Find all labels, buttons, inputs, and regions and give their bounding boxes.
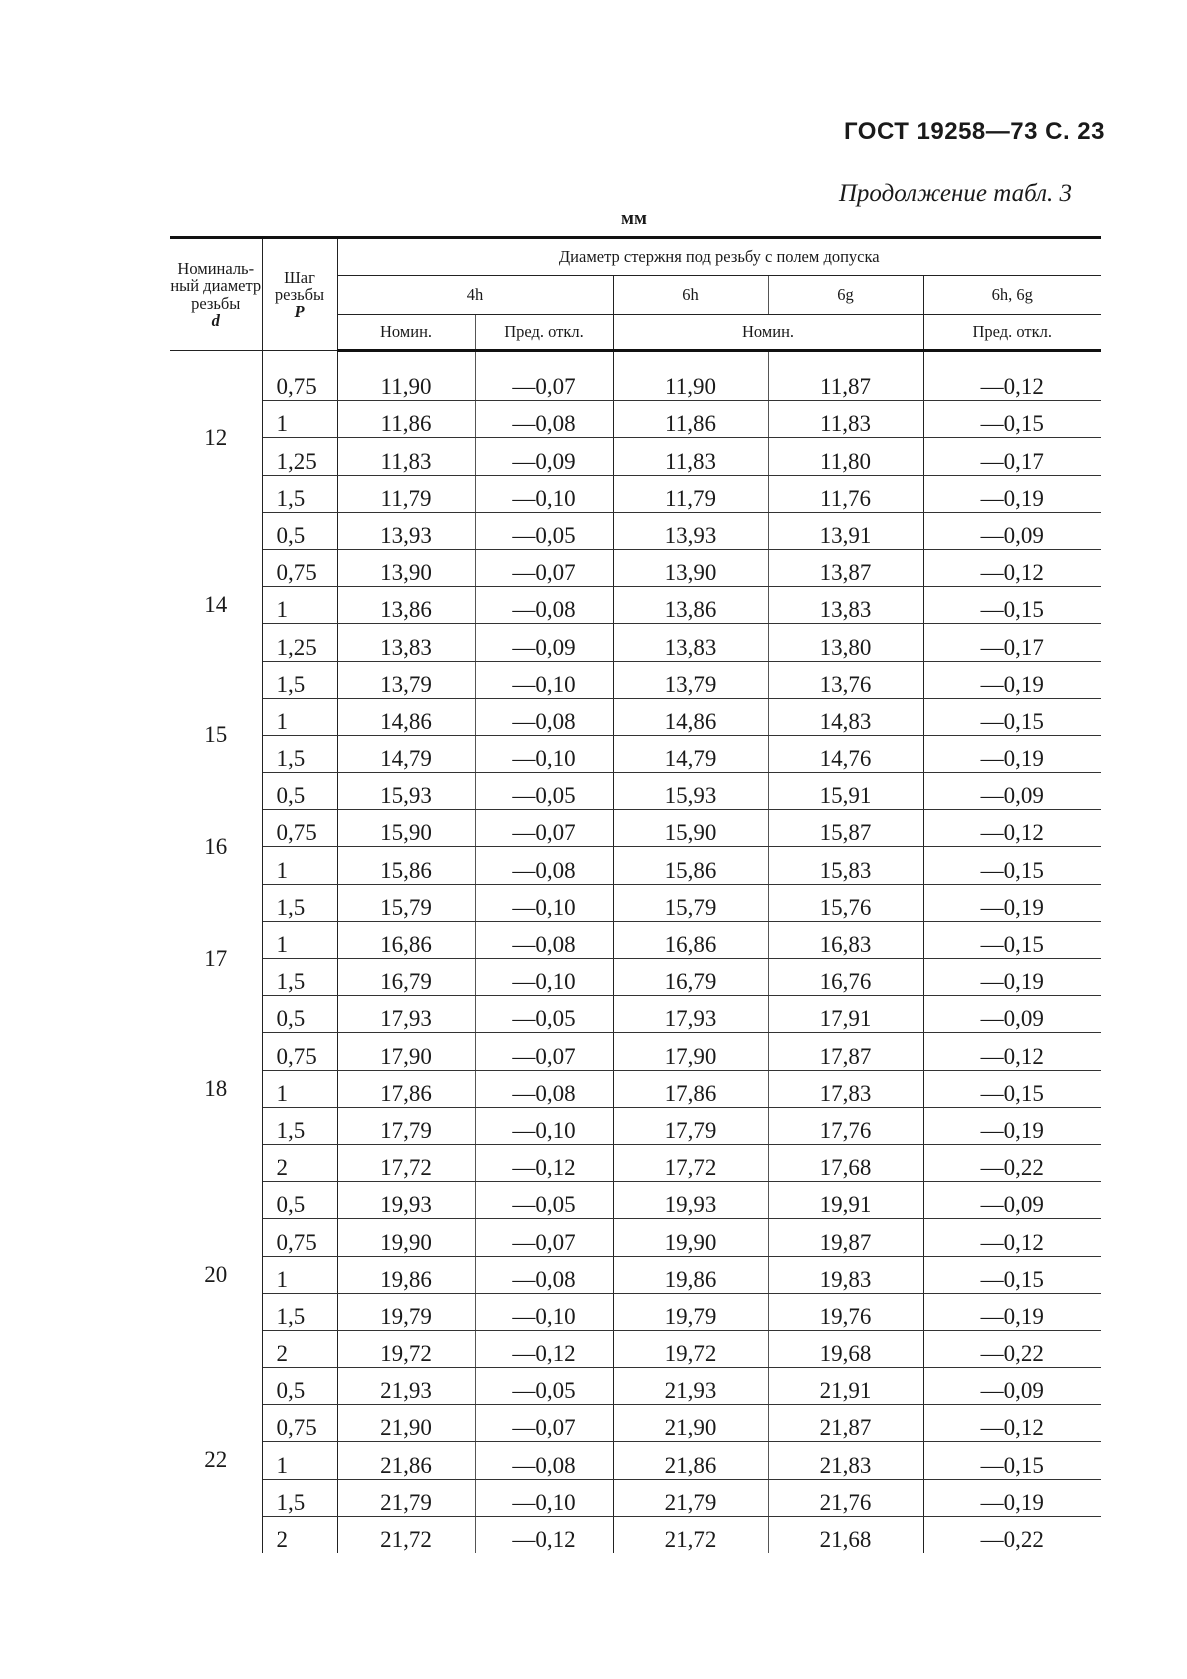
nom-6h-cell: 21,93 <box>613 1368 768 1405</box>
pitch-cell: 2 <box>262 1144 337 1181</box>
nom-6g-cell: 16,76 <box>768 959 923 996</box>
diameter-cell: 22 <box>170 1368 262 1553</box>
nom-6g-cell: 21,91 <box>768 1368 923 1405</box>
dev-6h6g-cell: —0,12 <box>923 364 1101 401</box>
pitch-cell: 0,5 <box>262 1368 337 1405</box>
nom-4h-cell: 16,86 <box>337 921 475 958</box>
nom-6g-cell: 15,76 <box>768 884 923 921</box>
nom-6h-cell: 21,79 <box>613 1479 768 1516</box>
pitch-cell: 1,25 <box>262 438 337 475</box>
nom-6g-cell: 19,87 <box>768 1219 923 1256</box>
dev-6h6g-cell: —0,12 <box>923 810 1101 847</box>
nom-6g-cell: 17,83 <box>768 1070 923 1107</box>
table-row <box>170 1107 1101 1144</box>
dev-6h6g-cell: —0,19 <box>923 1107 1101 1144</box>
dev-4h-cell: —0,08 <box>475 1442 613 1479</box>
diameter-cell: 16 <box>170 773 262 922</box>
dev-6h6g-cell: —0,19 <box>923 661 1101 698</box>
dev-4h-cell: —0,10 <box>475 661 613 698</box>
table-row <box>170 773 1101 810</box>
pitch-cell: 1 <box>262 1070 337 1107</box>
pitch-cell: 1 <box>262 587 337 624</box>
header-nominal-diameter <box>170 238 262 351</box>
table-row <box>170 735 1101 772</box>
nom-4h-cell: 16,79 <box>337 959 475 996</box>
dev-6h6g-cell: —0,15 <box>923 698 1101 735</box>
dev-6h6g-cell: —0,12 <box>923 1033 1101 1070</box>
table-row <box>170 1033 1101 1070</box>
dev-4h-cell: —0,07 <box>475 364 613 401</box>
diameter-cell: 17 <box>170 921 262 995</box>
dev-6h6g-cell: —0,19 <box>923 1479 1101 1516</box>
table-row <box>170 1330 1101 1367</box>
table-row <box>170 624 1101 661</box>
header-nom-6h-6g: Номин. <box>613 315 923 351</box>
nom-6h-cell: 16,86 <box>613 921 768 958</box>
table-row <box>170 1516 1101 1553</box>
diameter-cell: 15 <box>170 698 262 772</box>
dev-6h6g-cell: —0,15 <box>923 847 1101 884</box>
table-body <box>170 351 1101 1554</box>
nom-4h-cell: 17,90 <box>337 1033 475 1070</box>
nom-6g-cell: 11,76 <box>768 475 923 512</box>
dev-6h6g-cell: —0,19 <box>923 884 1101 921</box>
header-main: Диаметр стержня под резьбу с полем допуска <box>337 238 1101 276</box>
nom-4h-cell: 19,72 <box>337 1330 475 1367</box>
diameter-cell: 20 <box>170 1182 262 1368</box>
nom-6h-cell: 11,86 <box>613 401 768 438</box>
unit-label: мм <box>621 208 647 229</box>
dev-6h6g-cell: —0,15 <box>923 1256 1101 1293</box>
dev-6h6g-cell: —0,09 <box>923 512 1101 549</box>
nom-6g-cell: 16,83 <box>768 921 923 958</box>
nom-6h-cell: 17,93 <box>613 996 768 1033</box>
dev-6h6g-cell: —0,15 <box>923 1070 1101 1107</box>
dev-6h6g-cell: —0,15 <box>923 921 1101 958</box>
pitch-cell: 2 <box>262 1330 337 1367</box>
nom-4h-cell: 21,86 <box>337 1442 475 1479</box>
pitch-cell: 0,75 <box>262 1405 337 1442</box>
nom-4h-cell: 11,83 <box>337 438 475 475</box>
nom-6h-cell: 11,79 <box>613 475 768 512</box>
nom-6g-cell: 11,83 <box>768 401 923 438</box>
pitch-cell: 0,5 <box>262 1182 337 1219</box>
dev-6h6g-cell: —0,22 <box>980 1527 1044 1552</box>
nom-4h-cell: 11,90 <box>337 364 475 401</box>
nom-4h-cell: 14,79 <box>337 735 475 772</box>
nom-4h-cell: 13,86 <box>337 587 475 624</box>
pitch-cell: 1,5 <box>262 661 337 698</box>
dev-4h-cell: —0,12 <box>475 1144 613 1181</box>
dev-6h6g-cell: —0,22 <box>923 1330 1101 1367</box>
table-row <box>170 1368 1101 1405</box>
nom-6h-cell: 13,93 <box>613 512 768 549</box>
pitch-cell: 1,5 <box>262 959 337 996</box>
table-row <box>170 438 1101 475</box>
nom-4h-cell: 17,79 <box>337 1107 475 1144</box>
pitch-cell: 1 <box>262 1442 337 1479</box>
table-row <box>170 698 1101 735</box>
nom-6h-cell: 19,79 <box>613 1293 768 1330</box>
standard-header: ГОСТ 19258—73 С. 23 <box>844 118 1105 145</box>
nom-6g-cell: 14,76 <box>768 735 923 772</box>
nom-6g-cell: 19,91 <box>768 1182 923 1219</box>
header-dev-4h: Пред. откл. <box>475 315 613 351</box>
pitch-cell: 1,5 <box>262 735 337 772</box>
table-row <box>170 810 1101 847</box>
nom-4h-cell: 17,86 <box>337 1070 475 1107</box>
table-row <box>170 884 1101 921</box>
pitch-cell: 0,5 <box>262 512 337 549</box>
table-row <box>170 1293 1101 1330</box>
nom-4h-cell: 14,86 <box>337 698 475 735</box>
dev-4h-cell: —0,08 <box>475 847 613 884</box>
table-row <box>170 661 1101 698</box>
dev-4h-cell: —0,10 <box>475 1107 613 1144</box>
nom-6h-cell: 19,90 <box>613 1219 768 1256</box>
nom-4h-cell: 19,86 <box>337 1256 475 1293</box>
table-row <box>170 847 1101 884</box>
dev-6h6g-cell: —0,15 <box>923 587 1101 624</box>
dev-6h6g-cell: —0,19 <box>923 1293 1101 1330</box>
nom-6g-cell: 17,76 <box>768 1107 923 1144</box>
dev-6h6g-cell: —0,12 <box>923 549 1101 586</box>
header-dev-6h6g: Пред. откл. <box>923 315 1101 351</box>
dev-4h-cell: —0,09 <box>475 624 613 661</box>
continuation-caption: Продолжение табл. 3 <box>838 180 1072 207</box>
nom-6g-cell: 21,76 <box>768 1479 923 1516</box>
table-row <box>170 1442 1101 1479</box>
pitch-cell: 0,75 <box>262 549 337 586</box>
nom-6g-cell: 17,91 <box>768 996 923 1033</box>
table-row <box>170 1182 1101 1219</box>
nom-6g-cell: 11,87 <box>768 364 923 401</box>
nom-6g-cell: 15,91 <box>768 773 923 810</box>
dev-6h6g-cell: —0,19 <box>923 959 1101 996</box>
nom-4h-cell: 15,86 <box>337 847 475 884</box>
header-nom-4h: Номин. <box>337 315 475 351</box>
header-pitch <box>262 238 337 351</box>
nom-6g-cell: 13,91 <box>768 512 923 549</box>
dev-6h6g-cell: —0,09 <box>923 996 1101 1033</box>
nom-6h-cell: 19,93 <box>613 1182 768 1219</box>
nom-4h-cell: 21,72 <box>337 1516 475 1553</box>
nom-6g-cell: 14,83 <box>768 698 923 735</box>
pitch-cell: 1,5 <box>262 884 337 921</box>
dev-4h-cell: —0,10 <box>475 735 613 772</box>
nom-4h-cell: 21,93 <box>337 1368 475 1405</box>
header-nominal-diameter-symbol: d <box>211 310 220 330</box>
nom-6h-cell: 21,90 <box>613 1405 768 1442</box>
nom-6h-cell: 17,90 <box>613 1033 768 1070</box>
nom-6h-cell: 19,72 <box>613 1330 768 1367</box>
pitch-cell: 0,5 <box>262 773 337 810</box>
nom-4h-cell: 19,90 <box>337 1219 475 1256</box>
nom-4h-cell: 13,93 <box>337 512 475 549</box>
nom-6h-cell: 14,86 <box>613 698 768 735</box>
dev-4h-cell: —0,07 <box>475 1219 613 1256</box>
dev-6h6g-cell: —0,09 <box>923 1368 1101 1405</box>
thread-diameter-table <box>170 236 1101 1553</box>
table-row <box>170 1256 1101 1293</box>
dev-6h6g-cell: —0,19 <box>923 475 1101 512</box>
dev-6h6g-cell: —0,12 <box>923 1405 1101 1442</box>
nom-6g-cell: 13,80 <box>768 624 923 661</box>
pitch-cell: 2 <box>262 1516 337 1553</box>
nom-6h-cell: 13,86 <box>613 587 768 624</box>
header-tol-6g: 6g <box>768 276 923 315</box>
nom-6g-cell: 21,87 <box>768 1405 923 1442</box>
nom-6g-cell: 17,68 <box>768 1144 923 1181</box>
nom-6h-cell: 15,93 <box>613 773 768 810</box>
nom-4h-cell: 21,79 <box>337 1479 475 1516</box>
nom-6h-cell: 17,72 <box>613 1144 768 1181</box>
table-row <box>170 1070 1101 1107</box>
dev-4h-cell: —0,05 <box>475 1182 613 1219</box>
nom-6g-cell: 11,80 <box>768 438 923 475</box>
table-row <box>170 401 1101 438</box>
dev-4h-cell: —0,07 <box>475 1405 613 1442</box>
dev-6h6g-cell: —0,19 <box>923 735 1101 772</box>
pitch-cell: 0,5 <box>262 996 337 1033</box>
header-tol-6h6g: 6h, 6g <box>923 276 1101 315</box>
dev-4h-cell: —0,09 <box>475 438 613 475</box>
dev-4h-cell: —0,08 <box>475 1256 613 1293</box>
nom-6g-cell: 19,76 <box>768 1293 923 1330</box>
nom-6h-cell: 11,90 <box>613 364 768 401</box>
dev-4h-cell: —0,10 <box>475 1479 613 1516</box>
diameter-cell: 14 <box>170 512 262 698</box>
nom-6h-cell: 14,79 <box>613 735 768 772</box>
pitch-cell: 0,75 <box>262 364 337 401</box>
nom-6h-cell: 13,83 <box>613 624 768 661</box>
table-row <box>170 1405 1101 1442</box>
pitch-cell: 0,75 <box>262 1033 337 1070</box>
dev-6h6g-cell: —0,09 <box>923 1182 1101 1219</box>
table-row <box>170 587 1101 624</box>
nom-4h-cell: 15,79 <box>337 884 475 921</box>
pitch-cell: 1 <box>262 401 337 438</box>
nom-6g-cell: 17,87 <box>768 1033 923 1070</box>
nom-4h-cell: 19,79 <box>337 1293 475 1330</box>
dev-6h6g-cell: —0,22 <box>923 1144 1101 1181</box>
pitch-cell: 0,75 <box>262 810 337 847</box>
table-row <box>170 996 1101 1033</box>
nom-6g-cell: 19,83 <box>768 1256 923 1293</box>
dev-4h-cell: —0,07 <box>475 810 613 847</box>
dev-6h6g-cell: —0,15 <box>923 401 1101 438</box>
nom-6g-cell: 15,83 <box>768 847 923 884</box>
nom-6g-cell: 13,76 <box>768 661 923 698</box>
nom-6h-cell: 15,90 <box>613 810 768 847</box>
pitch-cell: 1 <box>262 847 337 884</box>
nom-4h-cell: 15,90 <box>337 810 475 847</box>
nom-6h-cell: 13,79 <box>613 661 768 698</box>
pitch-cell: 1,5 <box>262 1479 337 1516</box>
nom-6h-cell: 17,79 <box>613 1107 768 1144</box>
nom-6g-cell: 21,83 <box>768 1442 923 1479</box>
pitch-cell: 1,5 <box>262 1107 337 1144</box>
dev-4h-cell: —0,10 <box>475 959 613 996</box>
dev-4h-cell: —0,08 <box>475 1070 613 1107</box>
pitch-cell: 1 <box>262 921 337 958</box>
nom-6h-cell: 17,86 <box>613 1070 768 1107</box>
header-pitch-symbol: P <box>294 302 305 322</box>
dev-4h-cell: —0,08 <box>475 698 613 735</box>
nom-4h-cell: 21,90 <box>337 1405 475 1442</box>
nom-6h-cell: 21,72 <box>613 1516 768 1553</box>
dev-4h-cell: —0,07 <box>475 1033 613 1070</box>
nom-4h-cell: 17,93 <box>337 996 475 1033</box>
table-row <box>170 921 1101 958</box>
nom-6g-cell: 13,83 <box>768 587 923 624</box>
table-row <box>170 364 1101 401</box>
nom-4h-cell: 15,93 <box>337 773 475 810</box>
table-row <box>170 959 1101 996</box>
dev-4h-cell: —0,07 <box>475 549 613 586</box>
nom-6g-cell: 19,68 <box>768 1330 923 1367</box>
nom-4h-cell: 11,79 <box>337 475 475 512</box>
pitch-cell: 1,25 <box>262 624 337 661</box>
table-row <box>170 512 1101 549</box>
dev-4h-cell: —0,10 <box>475 1293 613 1330</box>
dev-4h-cell: —0,12 <box>475 1330 613 1367</box>
table-row <box>170 1144 1101 1181</box>
pitch-cell: 0,75 <box>262 1219 337 1256</box>
nom-4h-cell: 11,86 <box>337 401 475 438</box>
nom-4h-cell: 13,90 <box>337 549 475 586</box>
nom-6h-cell: 15,86 <box>613 847 768 884</box>
header-tol-6h: 6h <box>613 276 768 315</box>
dev-4h-cell: —0,08 <box>475 401 613 438</box>
nom-6h-cell: 13,90 <box>613 549 768 586</box>
nom-6h-cell: 21,86 <box>613 1442 768 1479</box>
nom-6h-cell: 16,79 <box>613 959 768 996</box>
nom-6h-cell: 11,83 <box>613 438 768 475</box>
nom-6h-cell: 15,79 <box>613 884 768 921</box>
table-row <box>170 1479 1101 1516</box>
nom-6h-cell: 19,86 <box>613 1256 768 1293</box>
dev-6h6g-cell: —0,17 <box>923 438 1101 475</box>
nom-4h-cell: 13,79 <box>337 661 475 698</box>
dev-4h-cell: —0,08 <box>475 587 613 624</box>
nom-6g-cell: 21,68 <box>768 1516 923 1553</box>
dev-4h-cell: —0,05 <box>475 996 613 1033</box>
dev-4h-cell: —0,10 <box>475 884 613 921</box>
dev-6h6g-cell: —0,17 <box>923 624 1101 661</box>
pitch-cell: 1,5 <box>262 1293 337 1330</box>
nom-6g-cell: 13,87 <box>768 549 923 586</box>
table-row <box>170 1219 1101 1256</box>
header-nominal-diameter-label: Номиналь-ный диаметр резьбы <box>170 258 262 313</box>
diameter-cell: 18 <box>170 996 262 1182</box>
pitch-cell: 1,5 <box>262 475 337 512</box>
diameter-cell: 12 <box>170 364 262 512</box>
nom-4h-cell: 19,93 <box>337 1182 475 1219</box>
dev-4h-cell: —0,12 <box>475 1516 613 1553</box>
nom-6g-cell: 15,87 <box>768 810 923 847</box>
dev-4h-cell: —0,05 <box>475 512 613 549</box>
dev-4h-cell: —0,08 <box>475 921 613 958</box>
pitch-cell: 1 <box>262 698 337 735</box>
table-row <box>170 549 1101 586</box>
nom-4h-cell: 13,83 <box>337 624 475 661</box>
pitch-cell: 1 <box>262 1256 337 1293</box>
dev-6h6g-cell: —0,12 <box>923 1219 1101 1256</box>
dev-6h6g-cell: —0,09 <box>923 773 1101 810</box>
dev-4h-cell: —0,05 <box>475 1368 613 1405</box>
header-tol-4h: 4h <box>337 276 613 315</box>
dev-4h-cell: —0,05 <box>475 773 613 810</box>
header-pitch-label: Шаг резьбы <box>274 267 325 304</box>
nom-4h-cell: 17,72 <box>337 1144 475 1181</box>
dev-6h6g-cell: —0,15 <box>923 1442 1101 1479</box>
table-row <box>170 475 1101 512</box>
dev-4h-cell: —0,10 <box>475 475 613 512</box>
